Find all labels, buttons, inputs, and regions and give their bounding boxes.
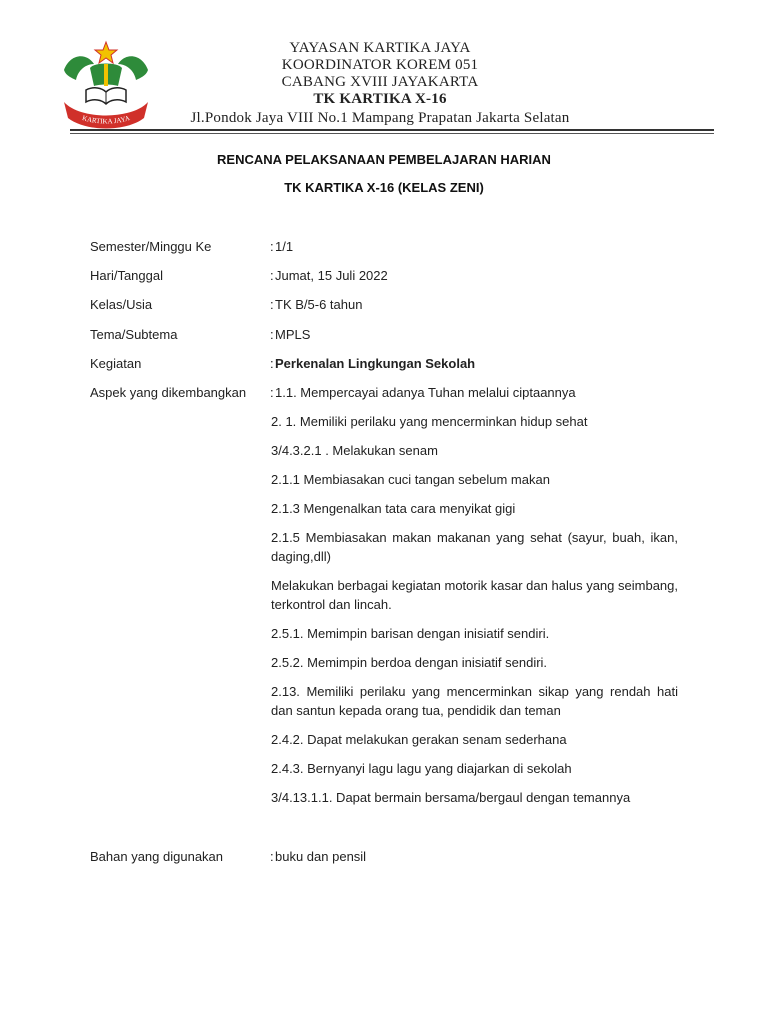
aspect-item: 3/4.13.1.1. Dapat bermain bersama/bergaul dengan temannya [271,790,631,805]
aspect-item: 2.13. Memiliki perilaku yang mencerminkan sikap yang rendah hati dan santun kepada orang tua, pendidik dan teman [271,684,678,718]
field-value: buku dan pensil [275,849,367,864]
field-value: Jumat, 15 Juli 2022 [275,268,388,283]
field-colon: : [270,268,274,283]
field-label: Tema/Subtema [90,327,178,342]
aspect-item: 2.5.2. Memimpin berdoa dengan inisiatif sendiri. [271,655,548,670]
field-label: Kegiatan [90,356,142,371]
letterhead-divider-thick [70,129,714,131]
school-address: Jl.Pondok Jaya VIII No.1 Mampang Prapatan Jakarta Selatan [190,110,570,126]
field-colon: : [270,327,274,342]
letterhead-text [190,40,570,126]
aspect-item: 2.1.5 Membiasakan makan makanan yang sehat (sayur, buah, ikan, daging,dll) [271,530,678,564]
field-label: Hari/Tanggal [90,268,163,283]
field-value: Perkenalan Lingkungan Sekolah [275,356,476,371]
field-label: Kelas/Usia [90,297,153,312]
aspect-item: 2.1.1 Membiasakan cuci tangan sebelum makan [271,472,550,487]
aspect-item: 2. 1. Memiliki perilaku yang mencerminkan hidup sehat [271,414,588,429]
aspect-item: 2.1.3 Mengenalkan tata cara menyikat gigi [271,501,516,516]
coordinator-line: KOORDINATOR KOREM 051 [281,57,479,73]
field-colon: : [270,297,274,312]
field-value: 1/1 [275,239,294,254]
branch-line: CABANG XVIII JAYAKARTA [281,74,479,90]
logo-ribbon-text: KARTIKA JAYA [81,114,131,126]
field-value: TK B/5-6 tahun [275,297,363,312]
field-colon: : [270,849,274,864]
aspect-item: 3/4.3.2.1 . Melakukan senam [271,443,438,458]
document-subtitle: TK KARTIKA X-16 (KELAS ZENI) [284,180,484,195]
field-label: Bahan yang digunakan [90,849,224,864]
document-title: RENCANA PELAKSANAAN PEMBELAJARAN HARIAN [217,152,551,167]
kartika-jaya-logo [60,40,152,132]
field-label: Aspek yang dikembangkan [90,385,247,400]
field-value: 1.1. Mempercayai adanya Tuhan melalui ciptaannya [275,385,576,400]
field-colon: : [270,239,274,254]
aspect-item: Melakukan berbagai kegiatan motorik kasar dan halus yang seimbang, terkontrol dan lincah. [271,578,678,612]
aspect-item: 2.5.1. Memimpin barisan dengan inisiatif sendiri. [271,626,550,641]
aspect-item: 2.4.3. Bernyanyi lagu lagu yang diajarkan di sekolah [271,761,572,776]
field-colon: : [270,385,274,400]
school-name: TK KARTIKA X-16 [313,91,447,107]
field-value: MPLS [275,327,311,342]
foundation-name: YAYASAN KARTIKA JAYA [289,40,471,56]
letterhead-divider-thin [70,133,714,134]
field-label: Semester/Minggu Ke [90,239,212,254]
field-colon: : [270,356,274,371]
letterhead [0,0,768,140]
aspect-item: 2.4.2. Dapat melakukan gerakan senam sederhana [271,732,567,747]
